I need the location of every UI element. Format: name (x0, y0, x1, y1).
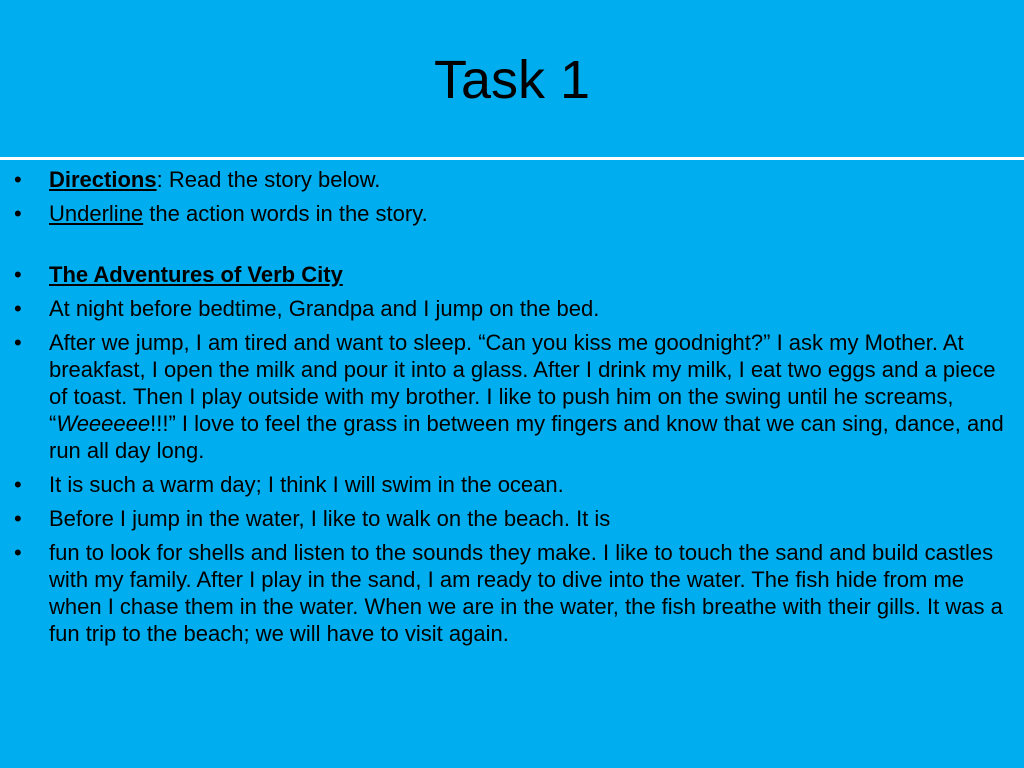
slide-title: Task 1 (433, 50, 591, 110)
list-item-story-title (14, 261, 1014, 288)
story-paragraph-part: After we jump, I am tired and want to sleep. “Can you kiss me goodnight?” I ask my Mother. At breakfast, I open the milk and pour it into a glass. After I drink my milk, I eat two eggs and a piece of toast. Then I play outside with my brother. I like to push him on the swing until he screams, “ (49, 330, 996, 436)
bullet-icon: • (14, 506, 22, 531)
directions-label: Directions (49, 167, 157, 192)
story-title: The Adventures of Verb City (49, 262, 343, 287)
directions-text: : Read the story below. (156, 167, 381, 192)
bullet-icon: • (14, 540, 22, 565)
story-paragraph: Before I jump in the water, I like to walk on the beach. It is (49, 506, 611, 531)
list-item-paragraph-1 (14, 295, 1014, 322)
underline-label: Underline (49, 201, 144, 226)
story-scream-word: Weeeeee (56, 411, 151, 436)
bullet-icon: • (14, 167, 22, 192)
list-item-underline-instruction (14, 200, 1014, 227)
list-item-paragraph-5 (14, 539, 1014, 647)
story-paragraph-part: !!!” I love to feel the grass in between my fingers and know that we can sing, dance, and run all day long. (49, 411, 1004, 463)
list-item-paragraph-2 (14, 329, 1014, 464)
story-paragraph: fun to look for shells and listen to the sounds they make. I like to touch the sand and build castles with my family. After I play in the sand, I am ready to dive into the water. The fish hide from me when I chase them in the water. When we are in the water, the fish breathe with their gills. It was a fun trip to the beach; we will have to visit again. (49, 540, 1003, 646)
underline-instruction-text: the action words in the story. (143, 201, 428, 226)
bullet-icon: • (14, 330, 22, 355)
list-item-paragraph-4 (14, 505, 1014, 532)
bullet-icon: • (14, 296, 22, 321)
bullet-list (14, 166, 1014, 647)
title-divider (0, 157, 1024, 160)
bullet-icon: • (14, 201, 22, 226)
story-paragraph: It is such a warm day; I think I will swim in the ocean. (49, 472, 564, 497)
list-item-directions (14, 166, 1014, 193)
story-paragraph: At night before bedtime, Grandpa and I jump on the bed. (49, 296, 600, 321)
bullet-icon: • (14, 262, 22, 287)
bullet-icon: • (14, 472, 22, 497)
list-item-paragraph-3 (14, 471, 1014, 498)
